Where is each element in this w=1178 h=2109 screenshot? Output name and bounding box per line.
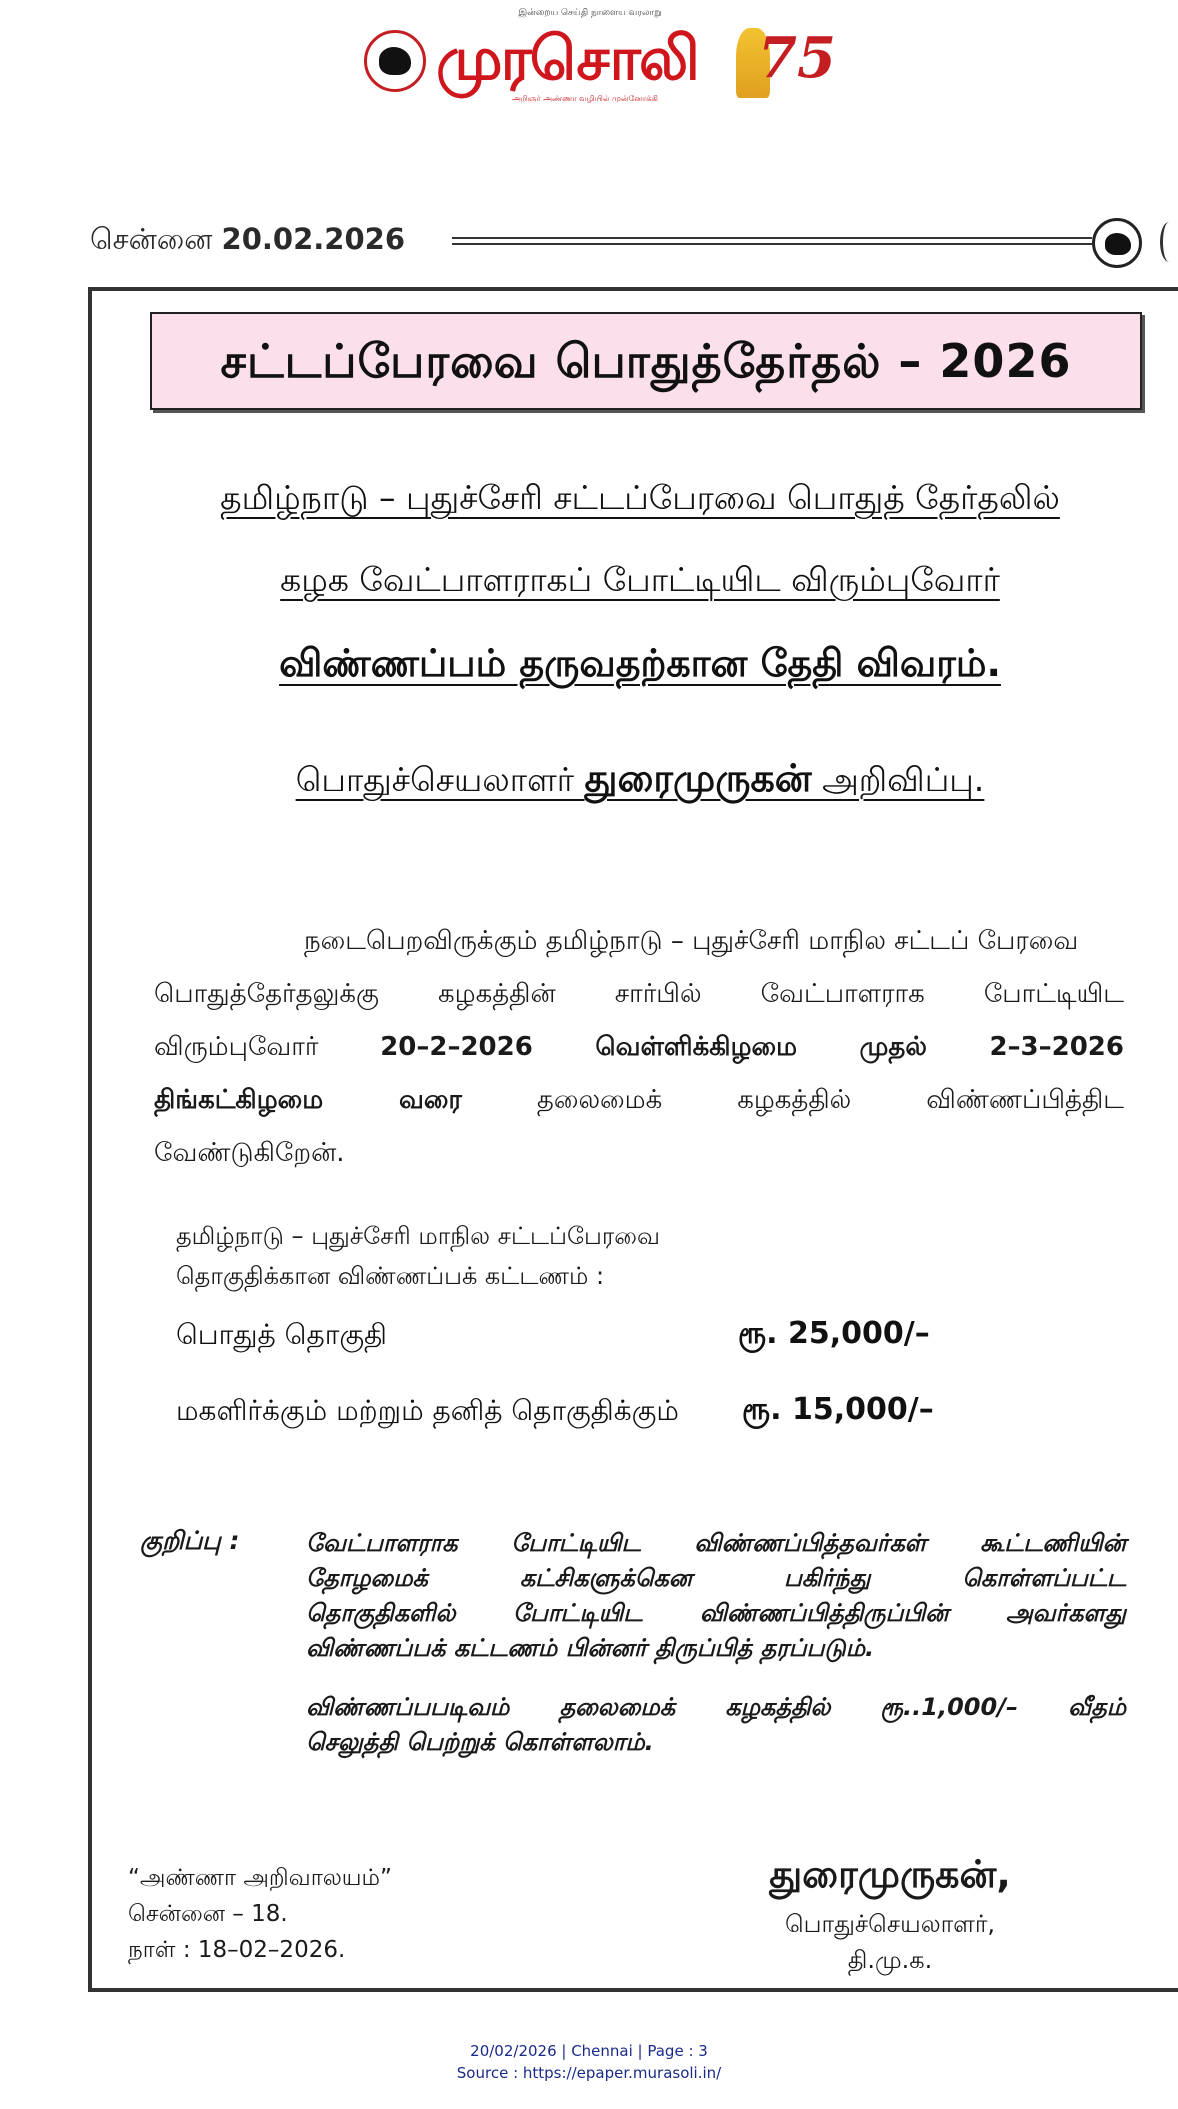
fee-reserved-amount: ரூ. 15,000/– xyxy=(742,1392,934,1427)
body-line-2: பொதுத்தேர்தலுக்கு கழகத்தின் சார்பில் வேட்பாளராக போட்டியிட xyxy=(154,979,1124,1009)
announcer-text: பொதுச்செயலாளர் துரைமுருகன் அறிவிப்பு. xyxy=(295,756,985,800)
announcer-line xyxy=(120,756,1160,806)
dateline xyxy=(90,222,405,260)
masthead xyxy=(360,8,836,108)
dateline-city: சென்னை xyxy=(90,222,213,256)
note-line: விண்ணப்பக் கட்டணம் பின்னர் திருப்பித் தரப்படும். xyxy=(306,1634,875,1662)
note-line: விண்ணப்பபடிவம் தலைமைக் கழகத்தில் ரூ..1,000/– வீதம் xyxy=(306,1693,1126,1721)
fee-general-amount: ரூ. 25,000/– xyxy=(738,1316,930,1351)
headline-line-2: கழக வேட்பாளராகப் போட்டியிட விரும்புவோர் xyxy=(280,560,1000,599)
party-emblem-small-icon xyxy=(1092,218,1142,268)
announcer-name: துரைமுருகன் xyxy=(584,756,812,800)
body-paragraph xyxy=(154,915,1124,1180)
masthead-tagline: இன்றைய செய்தி நாளைய வரலாறு xyxy=(518,8,662,18)
fee-reserved-label: மகளிர்க்கும் மற்றும் தனித் தொகுதிக்கும் xyxy=(176,1394,679,1427)
signatory-name: துரைமுருகன், xyxy=(769,1852,1011,1896)
body-line-5: வேண்டுகிறேன். xyxy=(154,1138,345,1168)
fee-general-label: பொதுத் தொகுதி xyxy=(176,1318,387,1351)
fee-heading-1: தமிழ்நாடு – புதுச்சேரி மாநில சட்டப்பேரவை xyxy=(176,1222,660,1250)
note-line: வேட்பாளராக போட்டியிட விண்ணப்பித்தவர்கள் கூட்டணியின் xyxy=(306,1529,1126,1557)
newspaper-logo: முரசொலி xyxy=(436,24,698,94)
address-block xyxy=(128,1860,392,1968)
note-line: தோழமைக் கட்சிகளுக்கென பகிர்ந்து கொள்ளப்பட்ட xyxy=(306,1564,1126,1592)
headline-line-3: விண்ணப்பம் தருவதற்கான தேதி விவரம். xyxy=(279,641,1001,685)
headline-line-1: தமிழ்நாடு – புதுச்சேரி சட்டப்பேரவை பொதுத் தேர்தலில் xyxy=(220,478,1060,517)
fee-heading-2: தொகுதிக்கான விண்ணப்பக் கட்டணம் : xyxy=(176,1262,605,1290)
body-line-1: நடைபெறவிருக்கும் தமிழ்நாடு – புதுச்சேரி மாநில சட்டப் பேரவை xyxy=(304,926,1079,956)
jubilee-number: 75 xyxy=(758,25,836,91)
jubilee-75-logo xyxy=(730,18,836,102)
dateline-date: 20.02.2026 xyxy=(221,222,406,256)
note-line: செலுத்தி பெற்றுக் கொள்ளலாம். xyxy=(306,1728,654,1756)
dateline-rule xyxy=(452,237,1092,245)
page-edge-glyph xyxy=(1160,222,1178,262)
note-label: குறிப்பு : xyxy=(140,1526,240,1555)
body-line-4: திங்கட்கிழமை வரை தலைமைக் கழகத்தில் விண்ணப்பித்திட xyxy=(154,1085,1124,1115)
address-line-2: சென்னை – 18. xyxy=(128,1901,288,1927)
address-line-1: “அண்ணா அறிவாலயம்” xyxy=(128,1865,392,1891)
masthead-subtitle: அறிஞர் அண்ணா வழியில் முன்னோக்கி xyxy=(512,94,658,103)
note-paragraph-2 xyxy=(306,1690,1126,1760)
signatory-party: தி.மு.க. xyxy=(847,1946,933,1974)
address-line-3: நாள் : 18–02–2026. xyxy=(128,1937,346,1963)
footer-source: Source : https://epaper.murasoli.in/ xyxy=(456,2064,722,2082)
party-emblem-icon xyxy=(364,30,426,92)
banner-title: சட்டப்பேரவை பொதுத்தேர்தல் – 2026 xyxy=(220,334,1072,388)
note-paragraph-1 xyxy=(306,1526,1126,1666)
note-line: தொகுதிகளில் போட்டியிட விண்ணப்பித்திருப்பின் அவர்களது xyxy=(306,1599,1126,1627)
body-line-3: விரும்புவோர் 20–2–2026 வெள்ளிக்கிழமை முதல் 2–3–2026 xyxy=(154,1032,1124,1062)
footer-page-info: 20/02/2026 | Chennai | Page : 3 xyxy=(470,2042,708,2060)
title-banner xyxy=(150,312,1142,410)
signatory-title: பொதுச்செயலாளர், xyxy=(784,1910,995,1938)
